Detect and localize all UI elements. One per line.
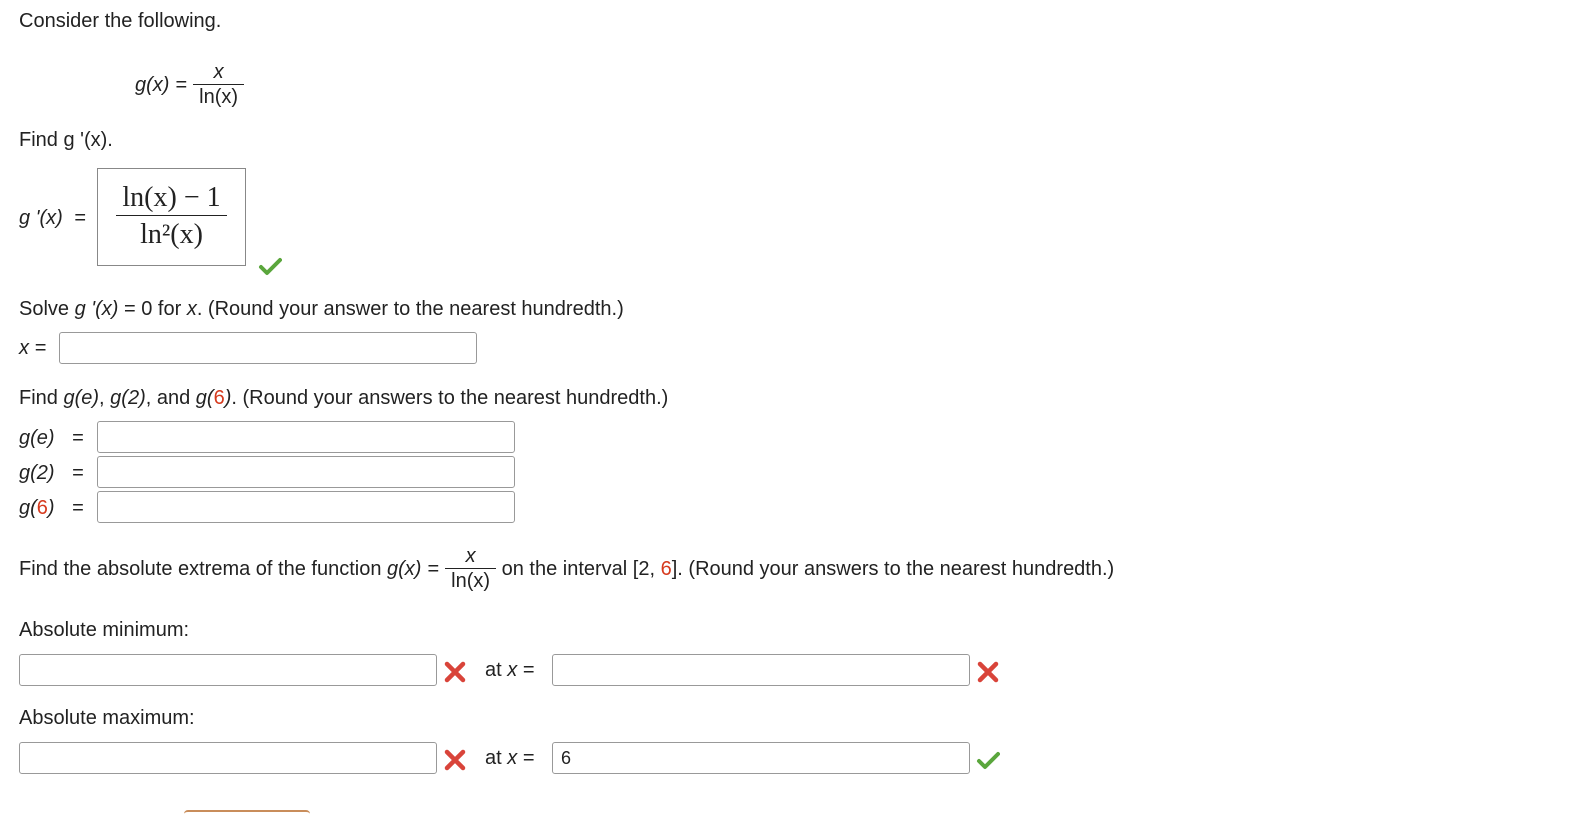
fraction-denominator: ln(x) [451,570,491,592]
check-icon [976,748,1000,772]
check-icon [258,254,282,278]
cross-icon [976,660,1000,684]
evaluate-lead: Find [19,387,58,409]
derivative-answer-box[interactable] [97,168,246,266]
equals-sign: = [175,73,188,96]
find-derivative-prompt: Find g '(x). [19,129,113,151]
intro-text: Consider the following. [19,10,222,32]
solve-prompt [19,297,624,321]
evaluate-g6-post: ) [224,387,232,409]
extrema-fraction [445,544,496,593]
critical-x-input[interactable] [59,332,477,364]
evaluate-suffix: . (Round your answers to the nearest hundredth.) [231,387,669,409]
maximum-x-input[interactable]: 6 [552,742,970,774]
function-definition [135,60,244,109]
equals-sign: = [427,557,440,580]
fraction-numerator: x [213,61,224,83]
fraction-denominator: ln(x) [199,86,239,108]
absolute-maximum-label: Absolute maximum: [19,707,195,729]
equals-sign: = [72,497,84,519]
solve-derivative: g '(x) [74,298,119,320]
evaluate-sep1: , [99,387,105,409]
solve-prefix: Solve [19,298,70,320]
ge-label [19,426,90,450]
maximum-value-input[interactable] [19,742,437,774]
evaluate-sep2: , and [145,387,191,409]
evaluate-g2: g(2) [110,387,146,409]
fraction-numerator: x [465,545,476,567]
ge-label-pre: g(e) [19,427,55,449]
g6-label-pre: g( [19,497,37,519]
derivative-answer-denominator: ln²(x) [140,218,203,250]
extrema-interval-num: 6 [660,557,672,580]
g2-label-pre: g(2) [19,462,55,484]
minimum-at-label [485,658,535,682]
equals-sign: = [72,462,84,484]
g6-label-post: ) [47,497,55,519]
x-label: x = [19,337,47,359]
extrema-gx: g(x) [387,557,422,580]
derivative-label [19,206,92,230]
equals-sign: = [74,207,87,229]
derivative-answer-fraction [116,181,226,254]
g6-label-num: 6 [36,497,48,519]
g6-input[interactable] [97,491,515,523]
solve-var: x [186,298,197,320]
evaluate-prompt [19,386,668,410]
maximum-at-label [485,746,535,770]
minimum-value-input[interactable] [19,654,437,686]
cross-icon [443,660,467,684]
cross-icon [443,748,467,772]
g2-input[interactable] [97,456,515,488]
minimum-at-eq: = [522,659,535,681]
solve-mid: = 0 for [123,298,182,320]
minimum-x-input[interactable] [552,654,970,686]
maximum-at-eq: = [522,747,535,769]
extrema-interval-post: ]. (Round your answers to the nearest hundredth.) [671,557,1115,580]
function-lhs: g(x) [135,73,170,96]
minimum-at-var: x [507,659,518,681]
equals-sign: = [72,427,84,449]
extrema-interval-pre: on the interval [2, [501,557,656,580]
evaluate-g6-num: 6 [213,387,225,409]
solve-suffix: . (Round your answer to the nearest hundredth.) [196,298,624,320]
evaluate-g6-pre: g( [195,387,214,409]
maximum-at-var: x [507,747,518,769]
extrema-prompt [19,544,1114,593]
derivative-label-text: g '(x) [19,207,63,229]
g6-label [19,496,90,520]
derivative-answer-numerator: ln(x) − 1 [122,181,221,213]
minimum-at-text: at [485,659,502,681]
maximum-at-text: at [485,747,502,769]
evaluate-ge: g(e) [63,387,100,409]
ge-input[interactable] [97,421,515,453]
submit-button-edge[interactable] [184,810,310,820]
g2-label [19,461,90,485]
extrema-prefix: Find the absolute extrema of the function [19,557,382,580]
absolute-minimum-label: Absolute minimum: [19,619,190,641]
function-fraction [193,60,244,109]
